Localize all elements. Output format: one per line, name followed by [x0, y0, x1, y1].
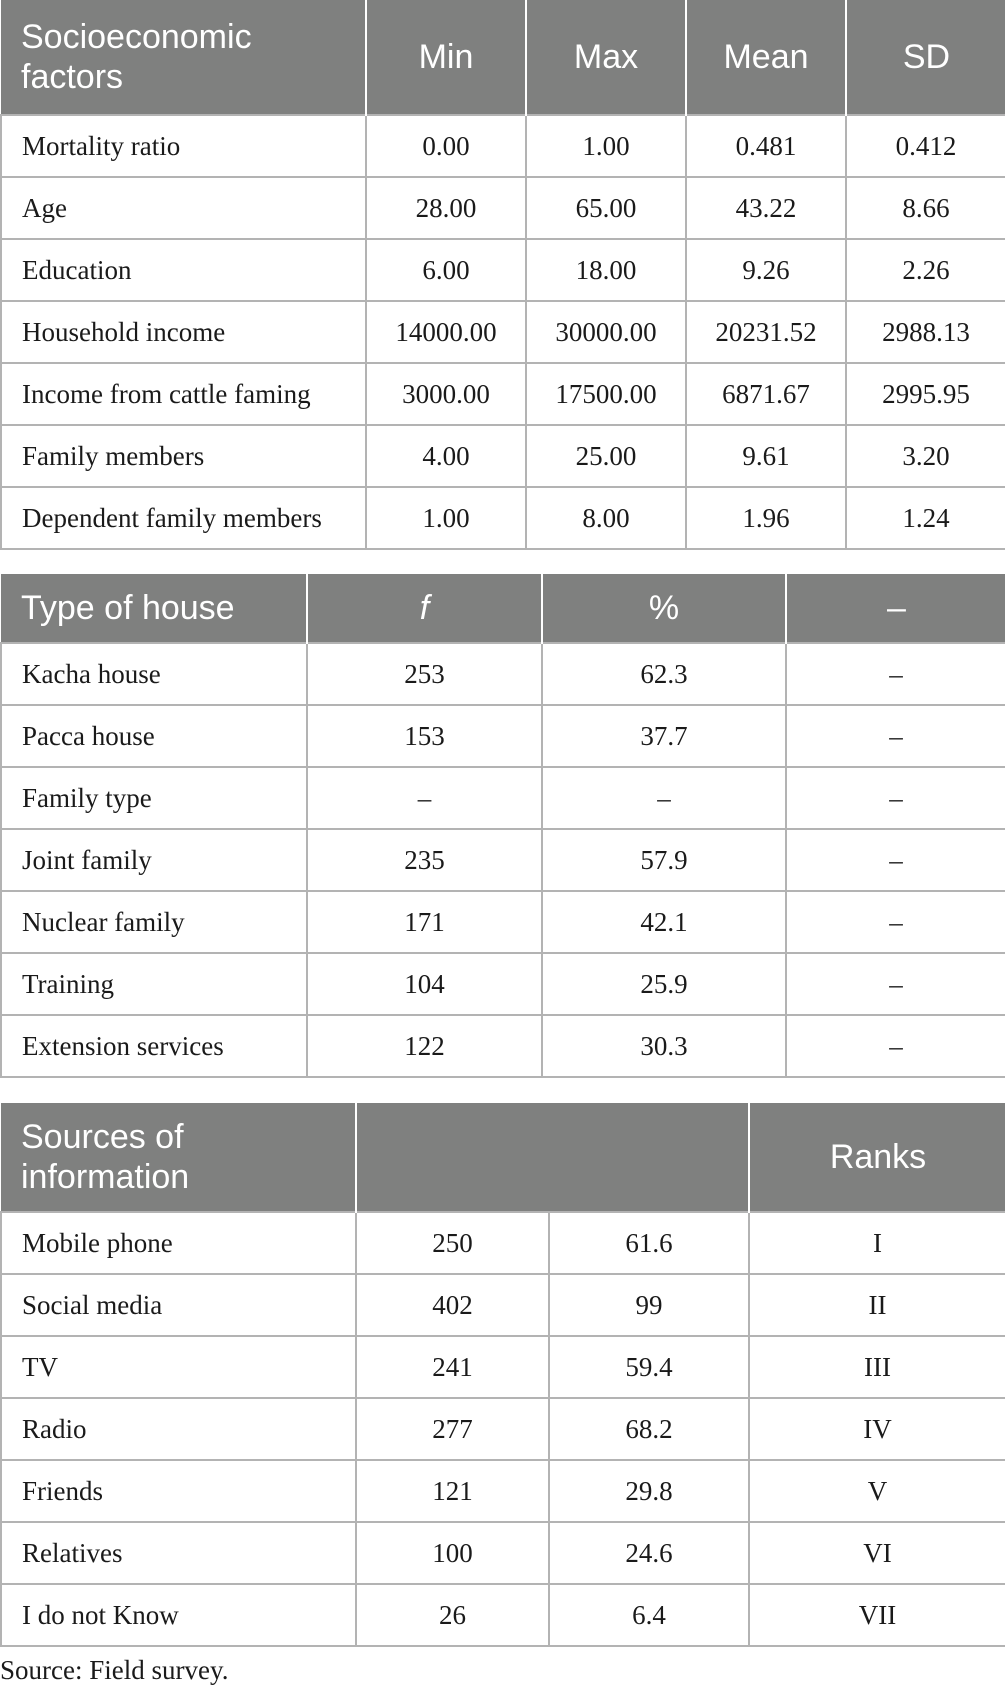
row-label: I do not Know [1, 1584, 356, 1646]
table-cell: 25.9 [542, 953, 786, 1015]
table-cell: 68.2 [549, 1398, 749, 1460]
table-cell: 61.6 [549, 1212, 749, 1274]
table-cell: 0.00 [366, 115, 526, 177]
table-cell: 14000.00 [366, 301, 526, 363]
row-label: Mobile phone [1, 1212, 356, 1274]
table-cell: 253 [307, 643, 542, 705]
row-label: Kacha house [1, 643, 307, 705]
table-header-row [1, 0, 1005, 115]
table-cell: III [749, 1336, 1005, 1398]
table-cell: VI [749, 1522, 1005, 1584]
table-cell: IV [749, 1398, 1005, 1460]
table-cell: I [749, 1212, 1005, 1274]
table-cell: 24.6 [549, 1522, 749, 1584]
table-cell: – [786, 1015, 1005, 1077]
source-note: Source: Field survey. [0, 1655, 229, 1685]
table-cell: – [786, 767, 1005, 829]
table-cell: 3.20 [846, 425, 1005, 487]
table-cell: 99 [549, 1274, 749, 1336]
table-cell: 277 [356, 1398, 549, 1460]
table-cell: 57.9 [542, 829, 786, 891]
table-cell: V [749, 1460, 1005, 1522]
table-cell: 235 [307, 829, 542, 891]
table-cell: 121 [356, 1460, 549, 1522]
table-cell: 29.8 [549, 1460, 749, 1522]
table-cell: 62.3 [542, 643, 786, 705]
table-cell: 2.26 [846, 239, 1005, 301]
row-label: TV [1, 1336, 356, 1398]
table-row [1, 1460, 1005, 1522]
table-cell: 1.24 [846, 487, 1005, 549]
table-cell: 42.1 [542, 891, 786, 953]
table-row [1, 177, 1005, 239]
table-row [1, 1212, 1005, 1274]
table-cell: 2988.13 [846, 301, 1005, 363]
table-cell: 17500.00 [526, 363, 686, 425]
table-cell: 6.00 [366, 239, 526, 301]
table-cell: 2995.95 [846, 363, 1005, 425]
column-header: Min [366, 0, 526, 115]
row-label: Dependent family members [1, 487, 366, 549]
table-row [1, 891, 1005, 953]
table-cell: 250 [356, 1212, 549, 1274]
table-row [1, 115, 1005, 177]
table-cell: 1.00 [366, 487, 526, 549]
table-row [1, 643, 1005, 705]
table-cell: – [786, 705, 1005, 767]
information-sources-table [0, 1103, 1005, 1647]
column-header: SD [846, 0, 1005, 115]
table-row [1, 1015, 1005, 1077]
table-cell: 6871.67 [686, 363, 846, 425]
table-row [1, 425, 1005, 487]
table-row [1, 487, 1005, 549]
table-row [1, 1522, 1005, 1584]
row-label: Training [1, 953, 307, 1015]
column-header: Socioeconomic factors [1, 0, 366, 115]
row-label: Household income [1, 301, 366, 363]
table-header-row [1, 1103, 1005, 1212]
table-cell: 1.96 [686, 487, 846, 549]
table-cell: – [786, 891, 1005, 953]
row-label: Family members [1, 425, 366, 487]
table-row [1, 239, 1005, 301]
table-cell: II [749, 1274, 1005, 1336]
row-label: Family type [1, 767, 307, 829]
row-label: Friends [1, 1460, 356, 1522]
table-cell: 4.00 [366, 425, 526, 487]
row-label: Relatives [1, 1522, 356, 1584]
table-cell: 25.00 [526, 425, 686, 487]
table-row [1, 1398, 1005, 1460]
column-header: – [786, 574, 1005, 643]
row-label: Age [1, 177, 366, 239]
table-cell: 30.3 [542, 1015, 786, 1077]
column-header: Sources of information [1, 1103, 356, 1212]
table-cell: – [542, 767, 786, 829]
table-row [1, 1584, 1005, 1646]
table-cell: – [786, 953, 1005, 1015]
table-cell: VII [749, 1584, 1005, 1646]
column-header: f [307, 574, 542, 643]
row-label: Education [1, 239, 366, 301]
table-cell: 8.00 [526, 487, 686, 549]
table-cell: 104 [307, 953, 542, 1015]
table-cell: 100 [356, 1522, 549, 1584]
table-row [1, 767, 1005, 829]
column-header: Ranks [749, 1103, 1005, 1212]
row-label: Extension services [1, 1015, 307, 1077]
table-cell: 8.66 [846, 177, 1005, 239]
table-cell: 28.00 [366, 177, 526, 239]
table-cell: 0.412 [846, 115, 1005, 177]
table-cell: 122 [307, 1015, 542, 1077]
table-row [1, 1274, 1005, 1336]
table-cell: 1.00 [526, 115, 686, 177]
table-row [1, 705, 1005, 767]
table-cell: – [786, 643, 1005, 705]
table-cell: 37.7 [542, 705, 786, 767]
table-cell: 3000.00 [366, 363, 526, 425]
row-label: Income from cattle faming [1, 363, 366, 425]
row-label: Nuclear family [1, 891, 307, 953]
column-header [356, 1103, 749, 1212]
column-header: % [542, 574, 786, 643]
row-label: Radio [1, 1398, 356, 1460]
table-row [1, 953, 1005, 1015]
table-row [1, 363, 1005, 425]
table-row [1, 301, 1005, 363]
column-header: Type of house [1, 574, 307, 643]
table-cell: 9.61 [686, 425, 846, 487]
row-label: Mortality ratio [1, 115, 366, 177]
table-header-row [1, 574, 1005, 643]
table-cell: 30000.00 [526, 301, 686, 363]
table-cell: – [307, 767, 542, 829]
table-cell: 18.00 [526, 239, 686, 301]
table-cell: 171 [307, 891, 542, 953]
table-cell: 402 [356, 1274, 549, 1336]
row-label: Social media [1, 1274, 356, 1336]
table-cell: 241 [356, 1336, 549, 1398]
table-cell: – [786, 829, 1005, 891]
table-cell: 59.4 [549, 1336, 749, 1398]
table-cell: 6.4 [549, 1584, 749, 1646]
table-cell: 26 [356, 1584, 549, 1646]
table-cell: 0.481 [686, 115, 846, 177]
socioeconomic-factors-table [0, 0, 1005, 550]
table-cell: 20231.52 [686, 301, 846, 363]
table-row [1, 1336, 1005, 1398]
row-label: Pacca house [1, 705, 307, 767]
row-label: Joint family [1, 829, 307, 891]
table-cell: 153 [307, 705, 542, 767]
table-cell: 43.22 [686, 177, 846, 239]
table-cell: 65.00 [526, 177, 686, 239]
column-header: Max [526, 0, 686, 115]
table-row [1, 829, 1005, 891]
table-cell: 9.26 [686, 239, 846, 301]
column-header: Mean [686, 0, 846, 115]
house-type-table [0, 574, 1005, 1078]
